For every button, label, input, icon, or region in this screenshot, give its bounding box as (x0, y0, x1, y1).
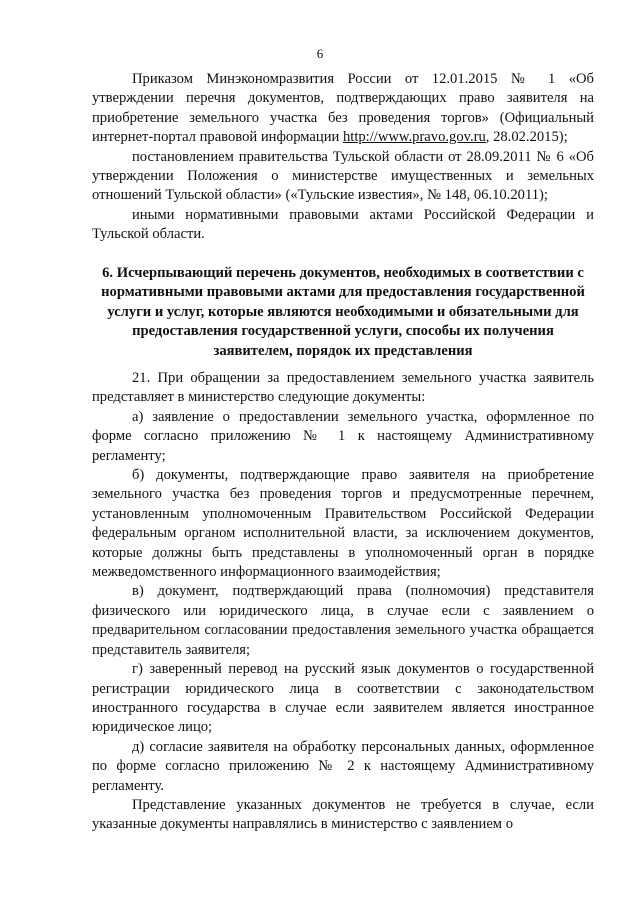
page-number: 6 (316, 46, 324, 61)
list-item-v: в) документ, подтверждающий права (полномочия) представителя физического или юридического лица, в случае если с заявлением о предварительном согласовании предоставления земельного участка обращается представитель заявителя; (92, 583, 594, 658)
paragraph-text: , 28.02.2015); (485, 129, 568, 146)
paragraph-documents-not-required: Представление указанных документов не требуется в случае, если указанные документы направлялись в министерство с заявлением о (92, 796, 594, 833)
paragraph-other-acts: иными нормативными правовыми актами Российской Федерации и Тульской области. (92, 206, 594, 243)
legal-basis-list (92, 70, 594, 245)
paragraph-order-minekonomrazvitiya (92, 70, 594, 148)
pravo-gov-link[interactable]: http://www.pravo.gov.ru (342, 129, 486, 146)
paragraph-21: 21. При обращении за предоставлением земельного участка заявитель представляет в министерство следующие документы: (92, 370, 594, 406)
section-heading: 6. Исчерпывающий перечень документов, необходимых в соответствии с нормативными правовыми актами для предоставления государственной услуги и услуг, которые являются необходимыми и обязательными для предоставления государственной услуги, способы их получения заявителем, порядок их представления (101, 265, 585, 359)
section-6-heading-block (92, 264, 594, 361)
list-item-b: б) документы, подтверждающие право заявителя на приобретение земельного участка без проведения торгов и предусмотренные перечнем, установленным уполномоченным Правительством Российской Федерации федеральным органом исполнительной власти, за исключением документов, которые должны быть представлены в уполномоченный орган в порядке межведомственного информационного взаимодействия; (92, 467, 594, 581)
paragraph-resolution-tula: постановлением правительства Тульской области от 28.09.2011 № 6 «Об утверждении Положения о министерстве имущественных и земельных отношений Тульской области» («Тульские известия», № 148, 06.10.2011); (92, 148, 594, 204)
paragraph-text: Приказом Минэкономразвития России от 12.01.2015 № 1 «Об утверждении перечня документов, подтверждающих право заявителя на приобретение земельного участка без проведения торгов» (Официальный интернет-портал правовой информации (92, 71, 594, 146)
section-6-body (92, 369, 594, 835)
list-item-g: г) заверенный перевод на русский язык документов о государственной регистрации юридического лица в соответствии с законодательством иностранного государства в случае если заявителем является иностранное юридическое лицо; (92, 661, 594, 736)
list-item-a: а) заявление о предоставлении земельного участка, оформленное по форме согласно приложению № 1 к настоящему Административному регламенту; (92, 408, 594, 464)
list-item-d: д) согласие заявителя на обработку персональных данных, оформленное по форме согласно приложению № 2 к настоящему Административному регламенту. (92, 738, 594, 794)
